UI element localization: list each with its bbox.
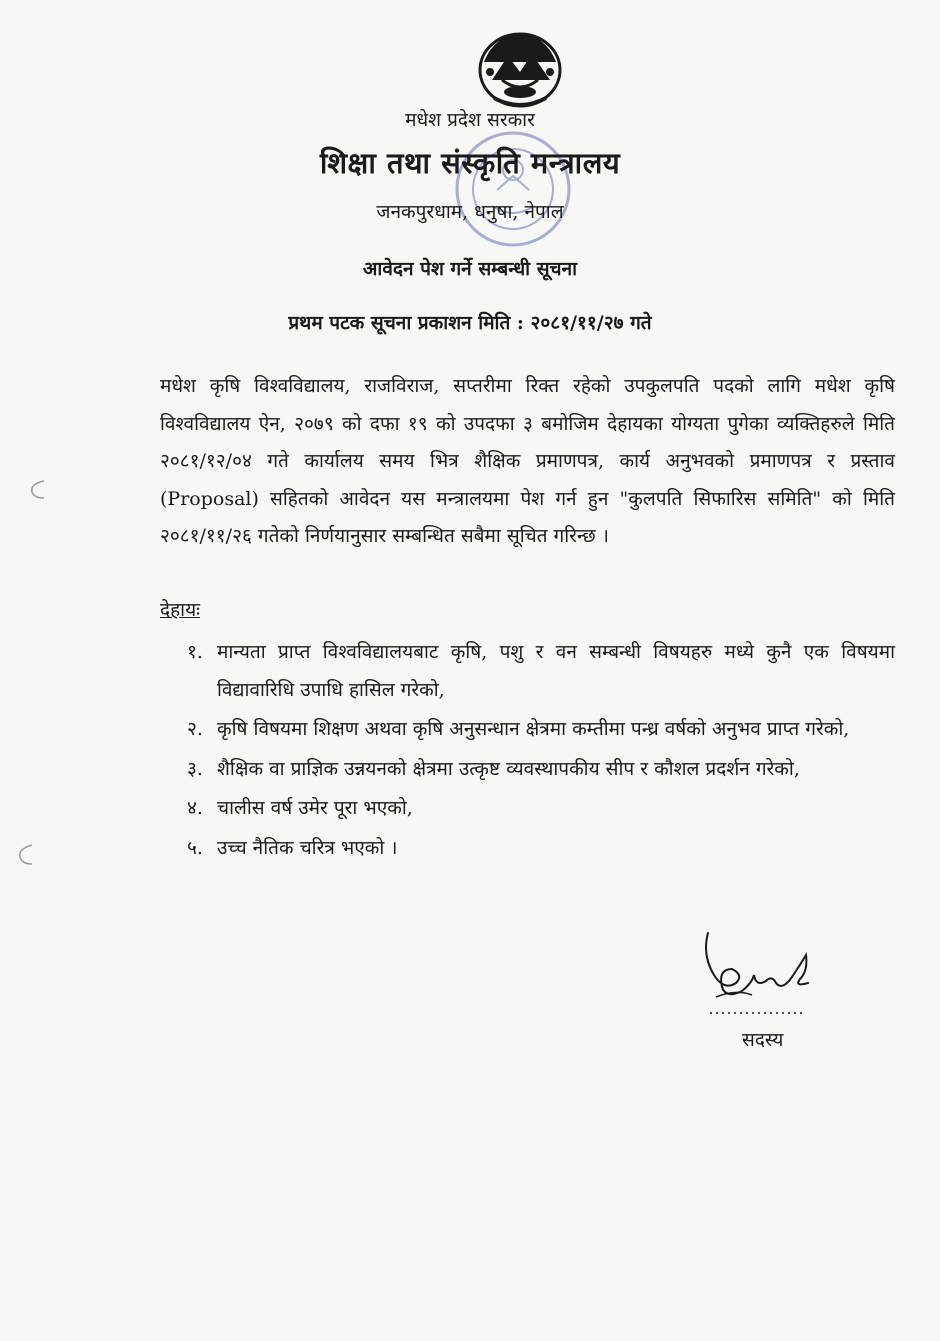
list-item-text: शैक्षिक वा प्राज्ञिक उन्नयनको क्षेत्रमा उत्कृष्ट व्यवस्थापकीय सीप र कौशल प्रदर्शन गरेको, bbox=[217, 757, 800, 780]
requirements-list bbox=[160, 634, 895, 869]
list-item-number: २. bbox=[187, 718, 203, 740]
signatory-designation: सदस्य bbox=[742, 1029, 784, 1051]
list-item-number: १. bbox=[187, 641, 203, 663]
list-item-text: चालीस वर्ष उमेर पूरा भएको, bbox=[217, 797, 413, 819]
signature-icon bbox=[696, 925, 826, 1020]
notice-body: मधेश कृषि विश्वविद्यालय, राजविराज, सप्तरीमा रिक्त रहेको उपकुलपति पदको लागि मधेश कृषि विश्वविद्यालय ऐन, २०७९ को दफा १९ को उपदफा ३ बमोजिम देहायका योग्यता पुगेका व्यक्तिहरुले मिति २०८१/१२/०४ गते कार्यालय समय भित्र शैक्षिक प्रमाणपत्र, कार्य अनुभवको प्रमाणपत्र र प्रस्ताव (Proposal) सहितको आवेदन यस मन्त्रालयमा पेश गर्न हुन "कुलपति सिफारिस समिति" को मिति २०८१/११/२६ गतेको निर्णयानुसार सम्बन्धित सबैमा सूचित गरिन्छ । bbox=[160, 375, 895, 547]
list-item bbox=[160, 790, 895, 828]
ministry-title: शिक्षा तथा संस्कृति मन्त्रालय bbox=[319, 146, 621, 180]
location-label: जनकपुरधाम, धनुषा, नेपाल bbox=[376, 201, 564, 223]
list-item-number: ५. bbox=[187, 836, 203, 859]
list-item-text: मान्यता प्राप्त विश्वविद्यालयबाट कृषि, पशु र वन सम्बन्धी विषयहरु मध्ये कुनै एक विषयमा विद्यावारिधि उपाधि हासिल गरेको, bbox=[217, 641, 895, 701]
publication-date: प्रथम पटक सूचना प्रकाशन मिति : २०८१/११/२७ गते bbox=[288, 312, 652, 334]
list-item-text: कृषि विषयमा शिक्षण अथवा कृषि अनुसन्धान क्षेत्रमा कम्तीमा पन्ध्र वर्षको अनुभव प्राप्त गरेको, bbox=[217, 718, 850, 740]
scan-mark-icon bbox=[14, 842, 36, 868]
list-item bbox=[160, 751, 895, 789]
state-government-label: मधेश प्रदेश सरकार bbox=[405, 109, 535, 131]
nepal-emblem-icon bbox=[474, 22, 566, 114]
list-item-number: ४. bbox=[187, 797, 203, 819]
list-item-number: ३. bbox=[187, 757, 203, 780]
scan-mark-icon bbox=[26, 478, 48, 502]
notice-title: आवेदन पेश गर्ने सम्बन्धी सूचना bbox=[362, 258, 578, 280]
list-heading: देहायः bbox=[160, 599, 200, 621]
list-item bbox=[160, 830, 895, 868]
list-item bbox=[160, 711, 895, 749]
list-item bbox=[160, 634, 895, 709]
list-item-text: उच्च नैतिक चरित्र भएको । bbox=[217, 836, 398, 859]
